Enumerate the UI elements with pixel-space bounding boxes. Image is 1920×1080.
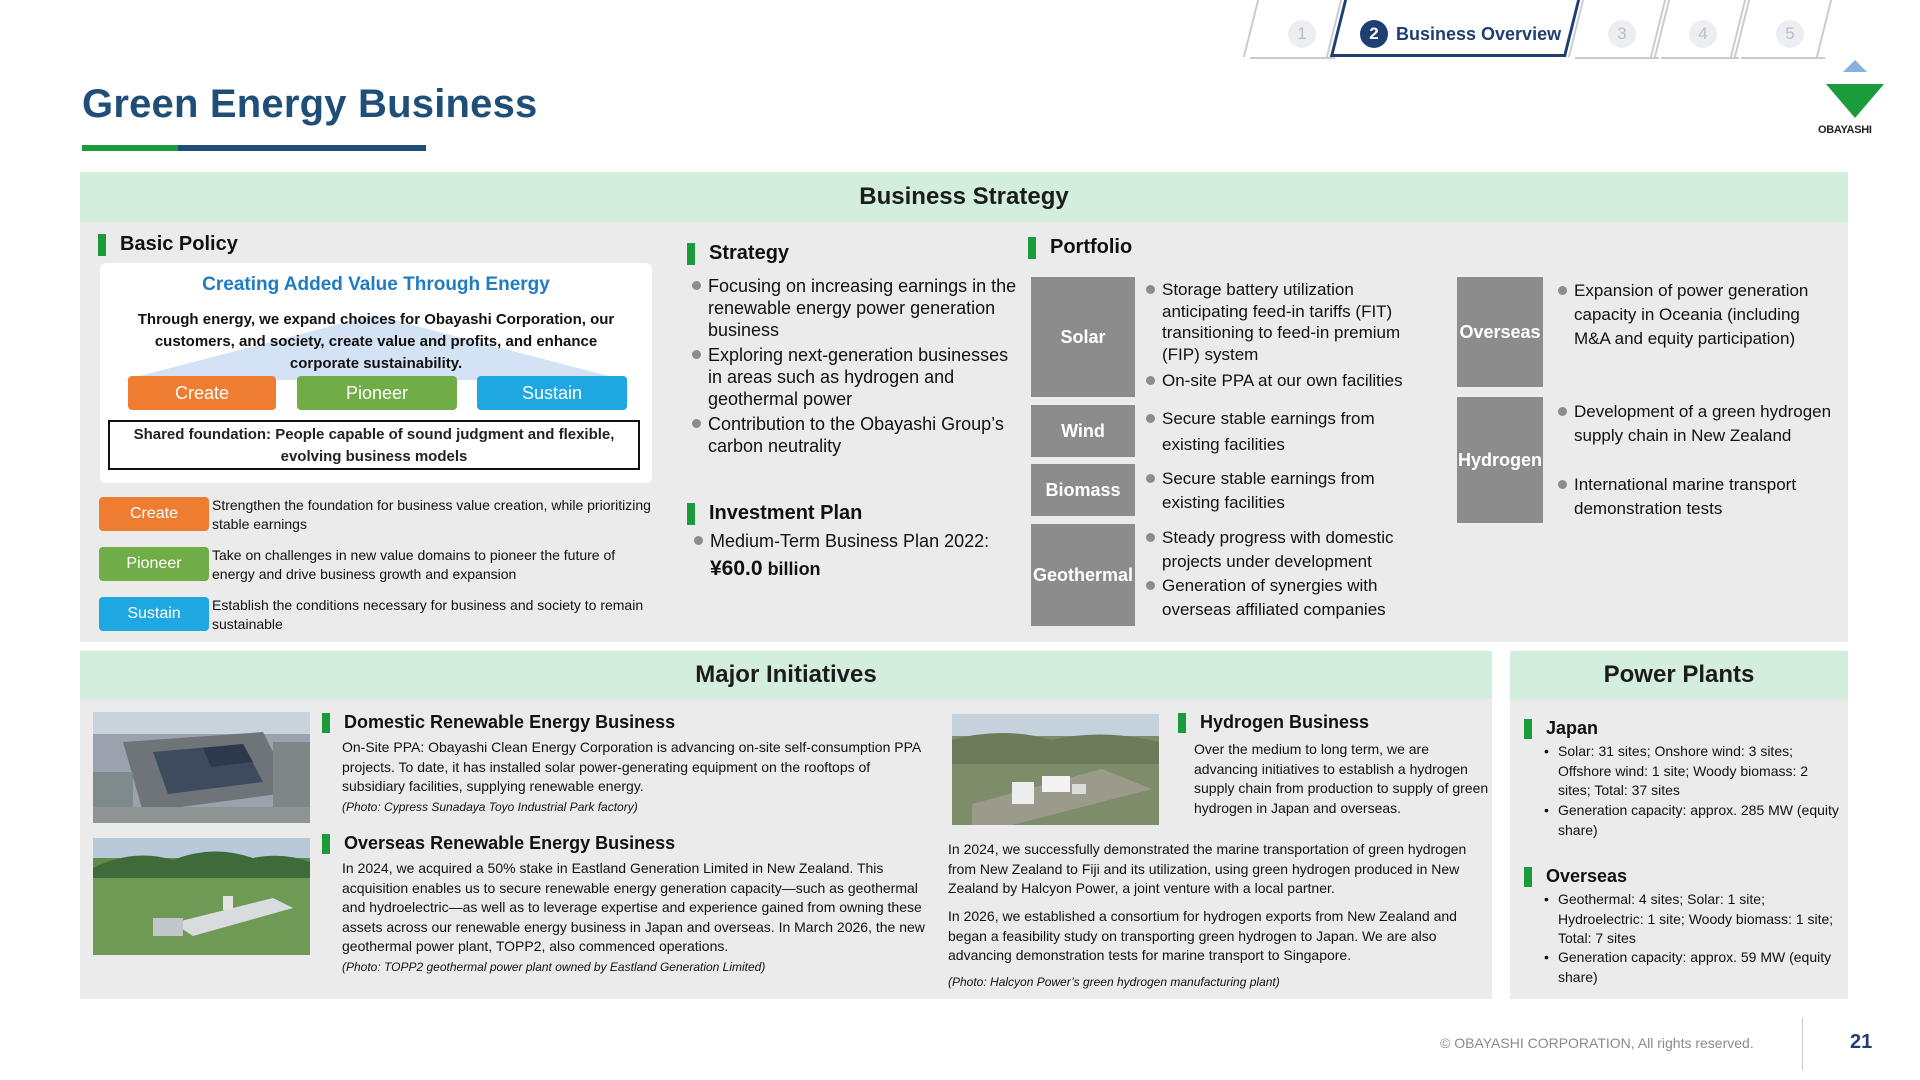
investment-item: Medium-Term Business Plan 2022: — [710, 530, 1020, 552]
footer-divider — [1802, 1018, 1803, 1070]
portfolio-item: Storage battery utilization anticipating feed-in tariffs (FIT) transitioning to feed-in premium (FIP) system — [1162, 279, 1434, 365]
hydrogen-text-3: In 2026, we established a consortium for hydrogen exports from New Zealand and began a feasibility study on transporting green hydrogen to Japan. We are also advancing demonstration tests for marine transport to Singapore. — [948, 908, 1457, 963]
portfolio-tag-hydrogen: Hydrogen — [1457, 397, 1543, 523]
portfolio-tag-geothermal: Geothermal — [1031, 524, 1135, 626]
overseas-plants-heading: Overseas — [1524, 866, 1627, 887]
legend-sustain-pill: Sustain — [99, 597, 209, 631]
investment-amount: ¥60.0 billion — [710, 557, 821, 580]
pillar-pioneer: Pioneer — [297, 376, 457, 410]
title-underline-green — [82, 145, 178, 151]
portfolio-tag-wind: Wind — [1031, 405, 1135, 457]
japan-capacity: • Generation capacity: approx. 285 MW (equity share) — [1544, 802, 1839, 838]
tab-5[interactable] — [1741, 0, 1825, 59]
page-number: 21 — [1850, 1031, 1873, 1053]
factory-solar-photo — [93, 712, 310, 823]
section-tabs — [1250, 0, 1840, 58]
tab-2-label: Business Overview — [1396, 24, 1562, 44]
page-title: Green Energy Business — [82, 82, 538, 126]
power-plants-heading: Power Plants — [1510, 651, 1848, 699]
portfolio-item: Expansion of power generation capacity in Oceania (including M&A and equity participation) — [1574, 279, 1834, 351]
overseas-capacity: • Generation capacity: approx. 59 MW (equity share) — [1544, 949, 1832, 985]
legend-pioneer-text: Take on challenges in new value domains to pioneer the future of energy and drive business growth and expansion — [212, 547, 616, 582]
copyright: © OBAYASHI CORPORATION, All rights reserved. — [1440, 1035, 1754, 1051]
basic-policy-box — [100, 263, 652, 483]
domestic-heading: Domestic Renewable Energy Business — [322, 712, 675, 733]
legend-create-text: Strengthen the foundation for business value creation, while prioritizing stable earnings — [212, 497, 651, 532]
shared-foundation: Shared foundation: People capable of sound judgment and flexible, evolving business models — [108, 420, 640, 470]
strategy-item: Focusing on increasing earnings in the renewable energy power generation business — [708, 275, 1023, 341]
portfolio-item: Steady progress with domestic projects under development — [1162, 526, 1434, 574]
policy-title: Creating Added Value Through Energy — [202, 274, 550, 295]
geothermal-plant-photo — [93, 838, 310, 955]
strategy-heading: Strategy — [687, 242, 789, 265]
domestic-caption: (Photo: Cypress Sunadaya Toyo Industrial Park factory) — [342, 799, 638, 814]
overseas-text: In 2024, we acquired a 50% stake in Eastland Generation Limited in New Zealand. This acquisition enables us to secure renewable energy generation capacity—such as geothermal and hydroelectric—as well as to leverage expertise and experience gained from owning these assets across our renewable energy business in Japan and overseas. In March 2026, the new geothermal power plant, TOPP2, also commenced operations. (Photo: TOPP2 geothermal power plant owned by Eastland Generation Limited) — [342, 860, 925, 974]
tab-2-number: 2 — [1360, 20, 1388, 48]
policy-text: Through energy, we expand choices for Obayashi Corporation, our customers, and society, create value and profits, and enhance corporate sustainability. — [137, 311, 615, 372]
title-underline-blue — [178, 145, 426, 151]
tab-3-number: 3 — [1608, 20, 1636, 48]
hydrogen-caption: (Photo: Halcyon Power’s green hydrogen manufacturing plant) — [948, 975, 1280, 989]
hydrogen-plant-photo — [952, 714, 1159, 825]
legend-pioneer-pill: Pioneer — [99, 547, 209, 581]
strategy-item: Exploring next-generation businesses in areas such as hydrogen and geothermal power — [708, 344, 1023, 410]
tab-1-number: 1 — [1288, 20, 1316, 48]
portfolio-item: International marine transport demonstration tests — [1574, 473, 1834, 521]
major-initiatives-heading: Major Initiatives — [80, 651, 1492, 699]
tab-business-overview[interactable] — [1337, 0, 1573, 57]
pillar-create: Create — [128, 376, 276, 410]
investment-plan-heading: Investment Plan — [687, 502, 862, 525]
portfolio-item: Secure stable earnings from existing facilities — [1162, 406, 1434, 458]
strategy-item: Contribution to the Obayashi Group’s carbon neutrality — [708, 413, 1023, 457]
domestic-text: On-Site PPA: Obayashi Clean Energy Corporation is advancing on-site self-consumption PPA projects. To date, it has installed solar power-generating equipment on the rooftops of subsidiary facilities, supplying renewable energy. (Photo: Cypress Sunadaya Toyo Industrial Park factory) — [342, 739, 921, 814]
overseas-caption: (Photo: TOPP2 geothermal power plant owned by Eastland Generation Limited) — [342, 959, 766, 974]
tab-3[interactable] — [1575, 0, 1659, 59]
business-strategy-heading: Business Strategy — [80, 172, 1848, 222]
portfolio-item: Secure stable earnings from existing facilities — [1162, 467, 1434, 515]
basic-policy-heading: Basic Policy — [98, 233, 238, 256]
tab-5-number: 5 — [1776, 20, 1804, 48]
hydrogen-text-2: In 2024, we successfully demonstrated the marine transportation of green hydrogen from New Zealand to Fiji and its utilization, using green hydrogen produced in New Zealand by Halcyon Power, a joint venture with a local partner. — [948, 841, 1467, 896]
portfolio-item: On-site PPA at our own facilities — [1162, 370, 1434, 392]
portfolio-tag-overseas: Overseas — [1457, 277, 1543, 387]
portfolio-item: Generation of synergies with overseas affiliated companies — [1162, 574, 1434, 622]
japan-heading: Japan — [1524, 718, 1598, 739]
tab-1[interactable] — [1250, 0, 1335, 59]
logo-text: OBAYASHI — [1818, 124, 1872, 136]
japan-sites: • Solar: 31 sites; Onshore wind: 3 sites; Offshore wind: 1 site; Woody biomass: 2 sites; Total: 37 sites — [1544, 743, 1809, 798]
hydrogen-heading: Hydrogen Business — [1178, 712, 1369, 733]
hydrogen-text-1: Over the medium to long term, we are advancing initiatives to establish a hydrogen supply chain from production to supply of green hydrogen in Japan and overseas. — [1194, 741, 1489, 816]
pillar-sustain: Sustain — [477, 376, 627, 410]
portfolio-item: Development of a green hydrogen supply chain in New Zealand — [1574, 400, 1834, 448]
overseas-sites: • Geothermal: 4 sites; Solar: 1 site; Hydroelectric: 1 site; Woody biomass: 1 site; Total: 7 sites — [1544, 891, 1834, 946]
portfolio-heading: Portfolio — [1028, 236, 1132, 259]
legend-create-pill: Create — [99, 497, 209, 531]
portfolio-tag-solar: Solar — [1031, 277, 1135, 397]
overseas-heading: Overseas Renewable Energy Business — [322, 833, 675, 854]
tab-4[interactable] — [1661, 0, 1739, 59]
portfolio-tag-biomass: Biomass — [1031, 464, 1135, 516]
legend-sustain-text: Establish the conditions necessary for business and society to remain sustainable — [212, 597, 644, 632]
tab-4-number: 4 — [1689, 20, 1717, 48]
